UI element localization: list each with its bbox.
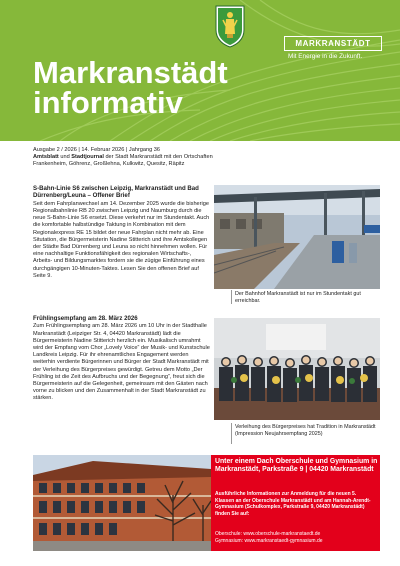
train-station-image [214,185,380,289]
stadtjournal-label: Stadtjournal [71,154,104,160]
article-sbahn-heading: S-Bahn-Linie S6 zwischen Leipzig, Markranstädt und Bad Dürrenberg/Leuna – Offener Brief [33,185,199,200]
award-group-photo [214,318,380,420]
school-building-image [33,455,211,551]
promo-info: Ausführliche Informationen zur Anmeldung für die neuen 5. Klassen an der Oberschule Markranstädt und am Hannah-Arendt-Gymnasium (Schulkomplex, Parkstraße 9, 04420 Markranstädt) finden Sie auf: [215,491,371,517]
title-line-2: informativ [33,85,183,120]
school-promo-box [211,455,380,551]
award-group-image [214,318,380,420]
issue-line: Ausgabe 2 / 2026 | 14. Februar 2026 | Jahrgang 36 [33,147,160,153]
title-line-1: Markranstädt [33,55,228,90]
und-text: und [58,154,72,160]
promo-links [215,531,378,544]
gymnasium-link[interactable]: Gymnasium: www.markranstaedt-gymnasium.de [215,537,323,544]
city-crest-icon [214,4,246,48]
publication-line [33,154,333,161]
promo-heading: Unter einem Dach Oberschule und Gymnasium in Markranstädt, Parkstraße 9 | 04420 Markranstädt [215,458,378,474]
school-building-photo [33,455,211,551]
brand-logo-text: MARKRANSTÄDT [284,36,382,51]
article-fruehling-heading: Frühlingsempfang am 28. März 2026 [33,315,138,322]
train-station-photo [214,185,380,289]
header-banner [0,0,400,141]
article-fruehling-body: Zum Frühlingsempfang am 28. März 2026 um 10 Uhr in der Stadthalle Markranstädt (Leipziger Str. 4, 04420 Markranstädt) lädt die Bürgermeisterin Nadine Stitterich herzlich ein. Musikalisch umrahmt wird der Empfang vom Chor „Lovely Voice“ der Musik- und Kunstschule Landkreis Leipzig. Für ihr ehrenamtliches Engagement werden weiterhin verdiente Bürgerinnen und Bürger der Stadt Markranstädt mit der Verleihung des Bürgerpreises gewürdigt. Getreu dem Motto „Der Frühling ist die Zeit des Aufbruchs und der Begegnung“, freut sich die Bürgermeisterin auf die Gelegenheit, gemeinsam mit den Gästen nach vorne zu blicken und den Zusammenhalt in der Stadt Markranstädt zu stärken. [33,323,210,402]
article-sbahn [33,185,211,280]
brand-slogan: Mit Energie in die Zukunft. [288,53,363,60]
oberschule-link[interactable]: Oberschule: www.oberschule-markranstaedt.de [215,531,321,537]
publication-rest: der Stadt Markranstädt mit den Ortschaften [103,154,213,160]
article-sbahn-body: Seit dem Fahrplanwechsel am 14. Dezember 2025 wurde die bisherige Regionalbahnlinie RB 20 zwischen Leipzig und Naumburg durch die neue S-Bahn-Linie S6 ersetzt. Diese verkehrt nur im Stundentakt. Auch die komfortable halbstündige Taktung in Kombination mit dem Regionalexpress RE 15 bildet der neue Fahrplan nicht mehr ab. Eine Situtation, die Bürgermeisterin Nadine Stitterich und ihre Amtskollegen der Städte Bad Dürrenberg und Leuna so nicht hinnehmen wollen. Für eine nachhaltige Funktionsfähigkeit des regionalen Wirtschafts-, Arbeits- und Bildungsmarktes fordern sie die zügige Einführung eines durchgängigen 10-Minuten-Taktes. Lesen Sie den offenen Brief auf Seite 9. [33,200,210,279]
localities-line: Frankenheim, Göhrenz, Großlehna, Kulkwitz, Quesitz, Räpitz [33,161,185,167]
amtsblatt-label: Amtsblatt [33,154,59,160]
page-title [33,55,228,120]
issue-info [33,147,333,168]
article-fruehlingsempfang [33,315,211,403]
train-photo-caption: Der Bahnhof Markranstädt ist nur im Stundentakt gut erreichbar. [235,291,361,304]
award-photo-caption: Verleihung des Bürgerpreises hat Tradition in Markranstädt (Impression Neujahrsempfang 2025) [235,424,376,437]
